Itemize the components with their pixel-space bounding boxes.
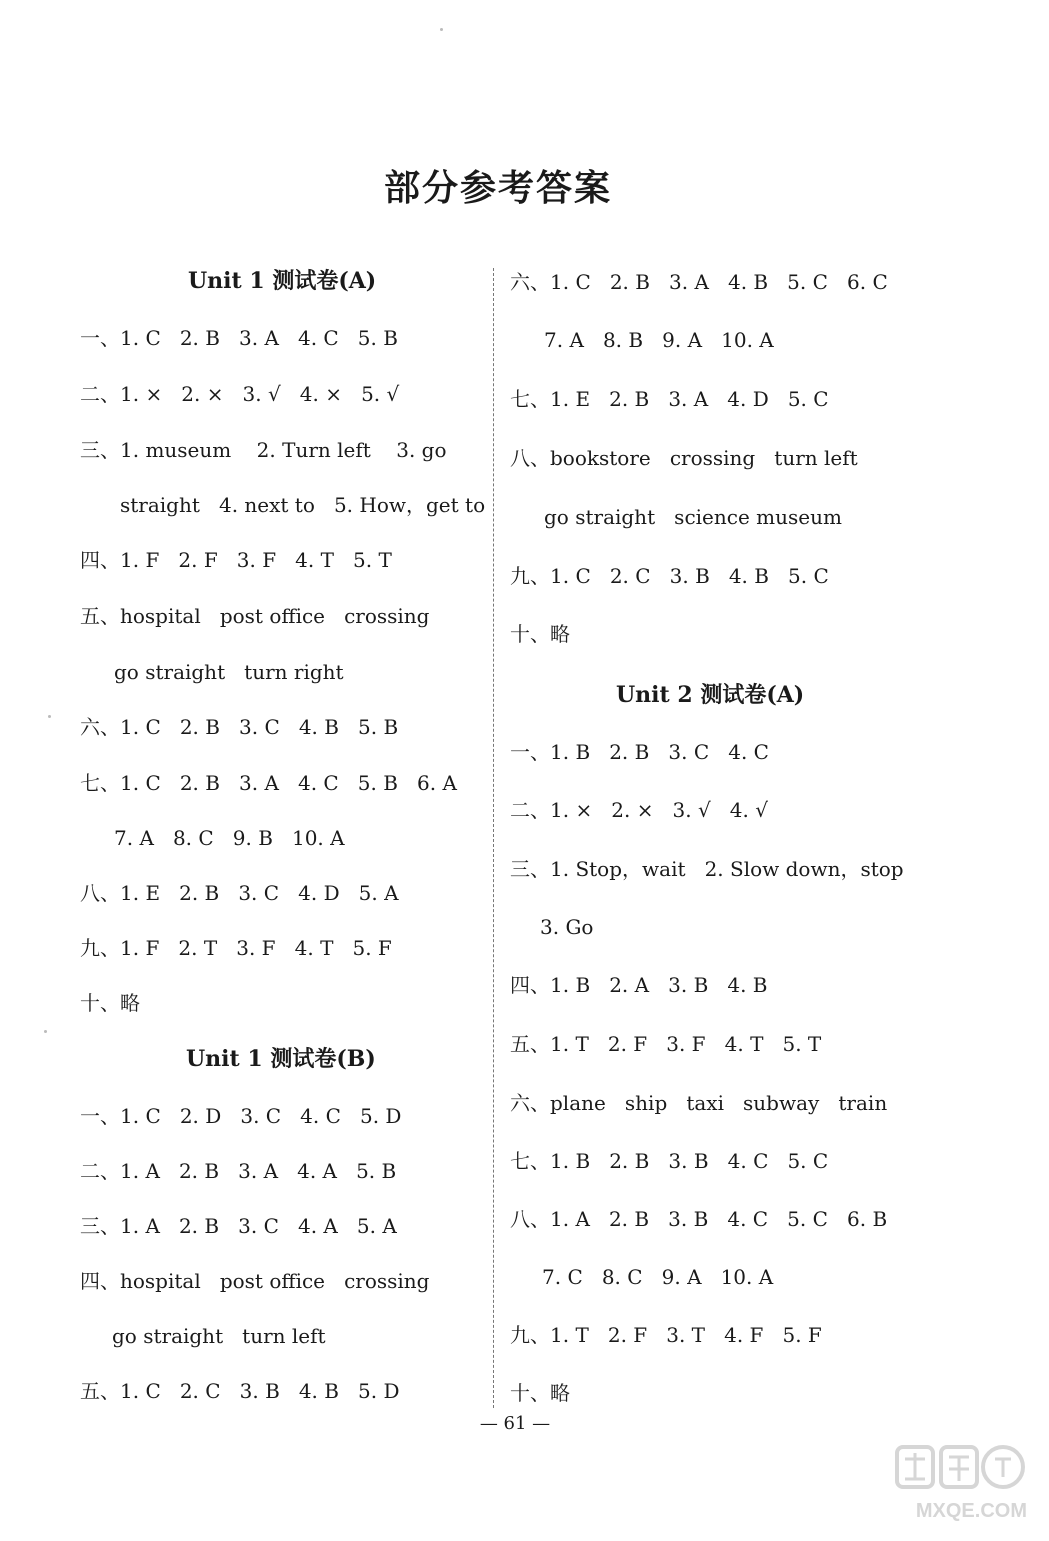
column-divider <box>493 268 494 1408</box>
answer-line: 五、1. C 2. C 3. B 4. B 5. D <box>80 1379 400 1403</box>
answer-line: 九、1. F 2. T 3. F 4. T 5. F <box>80 936 392 960</box>
answer-line: 六、1. C 2. B 3. A 4. B 5. C 6. C <box>510 270 888 294</box>
answer-line: 八、bookstore crossing turn left <box>510 446 858 470</box>
answer-line: 7. A 8. B 9. A 10. A <box>544 328 774 352</box>
answer-line: 十、略 <box>510 1381 570 1405</box>
answer-line: 七、1. C 2. B 3. A 4. C 5. B 6. A <box>80 771 457 795</box>
watermark-site-text: MXQE.COM <box>915 1500 1027 1522</box>
answer-line: 7. C 8. C 9. A 10. A <box>542 1265 774 1289</box>
answer-line: 八、1. E 2. B 3. C 4. D 5. A <box>80 881 399 905</box>
answer-line: go straight turn left <box>112 1324 326 1348</box>
answer-line: 一、1. B 2. B 3. C 4. C <box>510 740 769 764</box>
answer-line: 二、1. × 2. × 3. √ 4. √ <box>510 798 768 822</box>
answer-line: 九、1. T 2. F 3. T 4. F 5. F <box>510 1323 822 1347</box>
answer-line: 二、1. × 2. × 3. √ 4. × 5. √ <box>80 382 400 406</box>
page-number: — 61 — <box>479 1413 551 1434</box>
answer-line: 八、1. A 2. B 3. B 4. C 5. C 6. B <box>510 1207 888 1231</box>
answer-line: 十、略 <box>80 991 140 1015</box>
answer-line: go straight turn right <box>114 660 344 684</box>
scan-speck <box>44 1030 47 1033</box>
answer-line: 四、1. B 2. A 3. B 4. B <box>510 973 768 997</box>
answer-line: 二、1. A 2. B 3. A 4. A 5. B <box>80 1159 397 1183</box>
section-title-unit2-a: Unit 2 测试卷(A) <box>616 682 805 708</box>
answer-line: 三、1. museum 2. Turn left 3. go <box>80 438 447 462</box>
answer-line: 六、1. C 2. B 3. C 4. B 5. B <box>80 715 399 739</box>
answer-line: 七、1. E 2. B 3. A 4. D 5. C <box>510 387 829 411</box>
section-title-unit1-a: Unit 1 测试卷(A) <box>188 268 377 294</box>
answer-line: go straight science museum <box>544 505 842 529</box>
scan-speck <box>48 715 51 718</box>
answer-line: straight 4. next to 5. How，get to <box>120 493 486 517</box>
watermark-logo <box>891 1439 1031 1529</box>
page-title: 部分参考答案 <box>383 167 612 209</box>
answer-line: 五、1. T 2. F 3. F 4. T 5. T <box>510 1032 822 1056</box>
answer-line: 五、hospital post office crossing <box>80 604 430 628</box>
answer-line: 三、1. A 2. B 3. C 4. A 5. A <box>80 1214 397 1238</box>
answer-line: 七、1. B 2. B 3. B 4. C 5. C <box>510 1149 829 1173</box>
scan-speck <box>440 28 443 31</box>
answer-line: 四、hospital post office crossing <box>80 1269 430 1293</box>
answer-line: 7. A 8. C 9. B 10. A <box>114 826 345 850</box>
answer-line: 六、plane ship taxi subway train <box>510 1091 888 1115</box>
watermark-logo-icon <box>895 1443 1025 1497</box>
answer-line: 九、1. C 2. C 3. B 4. B 5. C <box>510 564 829 588</box>
section-title-unit1-b: Unit 1 测试卷(B) <box>186 1046 376 1072</box>
answer-line: 3. Go <box>540 915 594 939</box>
answer-line: 一、1. C 2. B 3. A 4. C 5. B <box>80 326 398 350</box>
answer-line: 一、1. C 2. D 3. C 4. C 5. D <box>80 1104 402 1128</box>
answer-line: 四、1. F 2. F 3. F 4. T 5. T <box>80 548 392 572</box>
answer-line: 十、略 <box>510 622 570 646</box>
answer-line: 三、1. Stop，wait 2. Slow down，stop <box>510 857 904 881</box>
